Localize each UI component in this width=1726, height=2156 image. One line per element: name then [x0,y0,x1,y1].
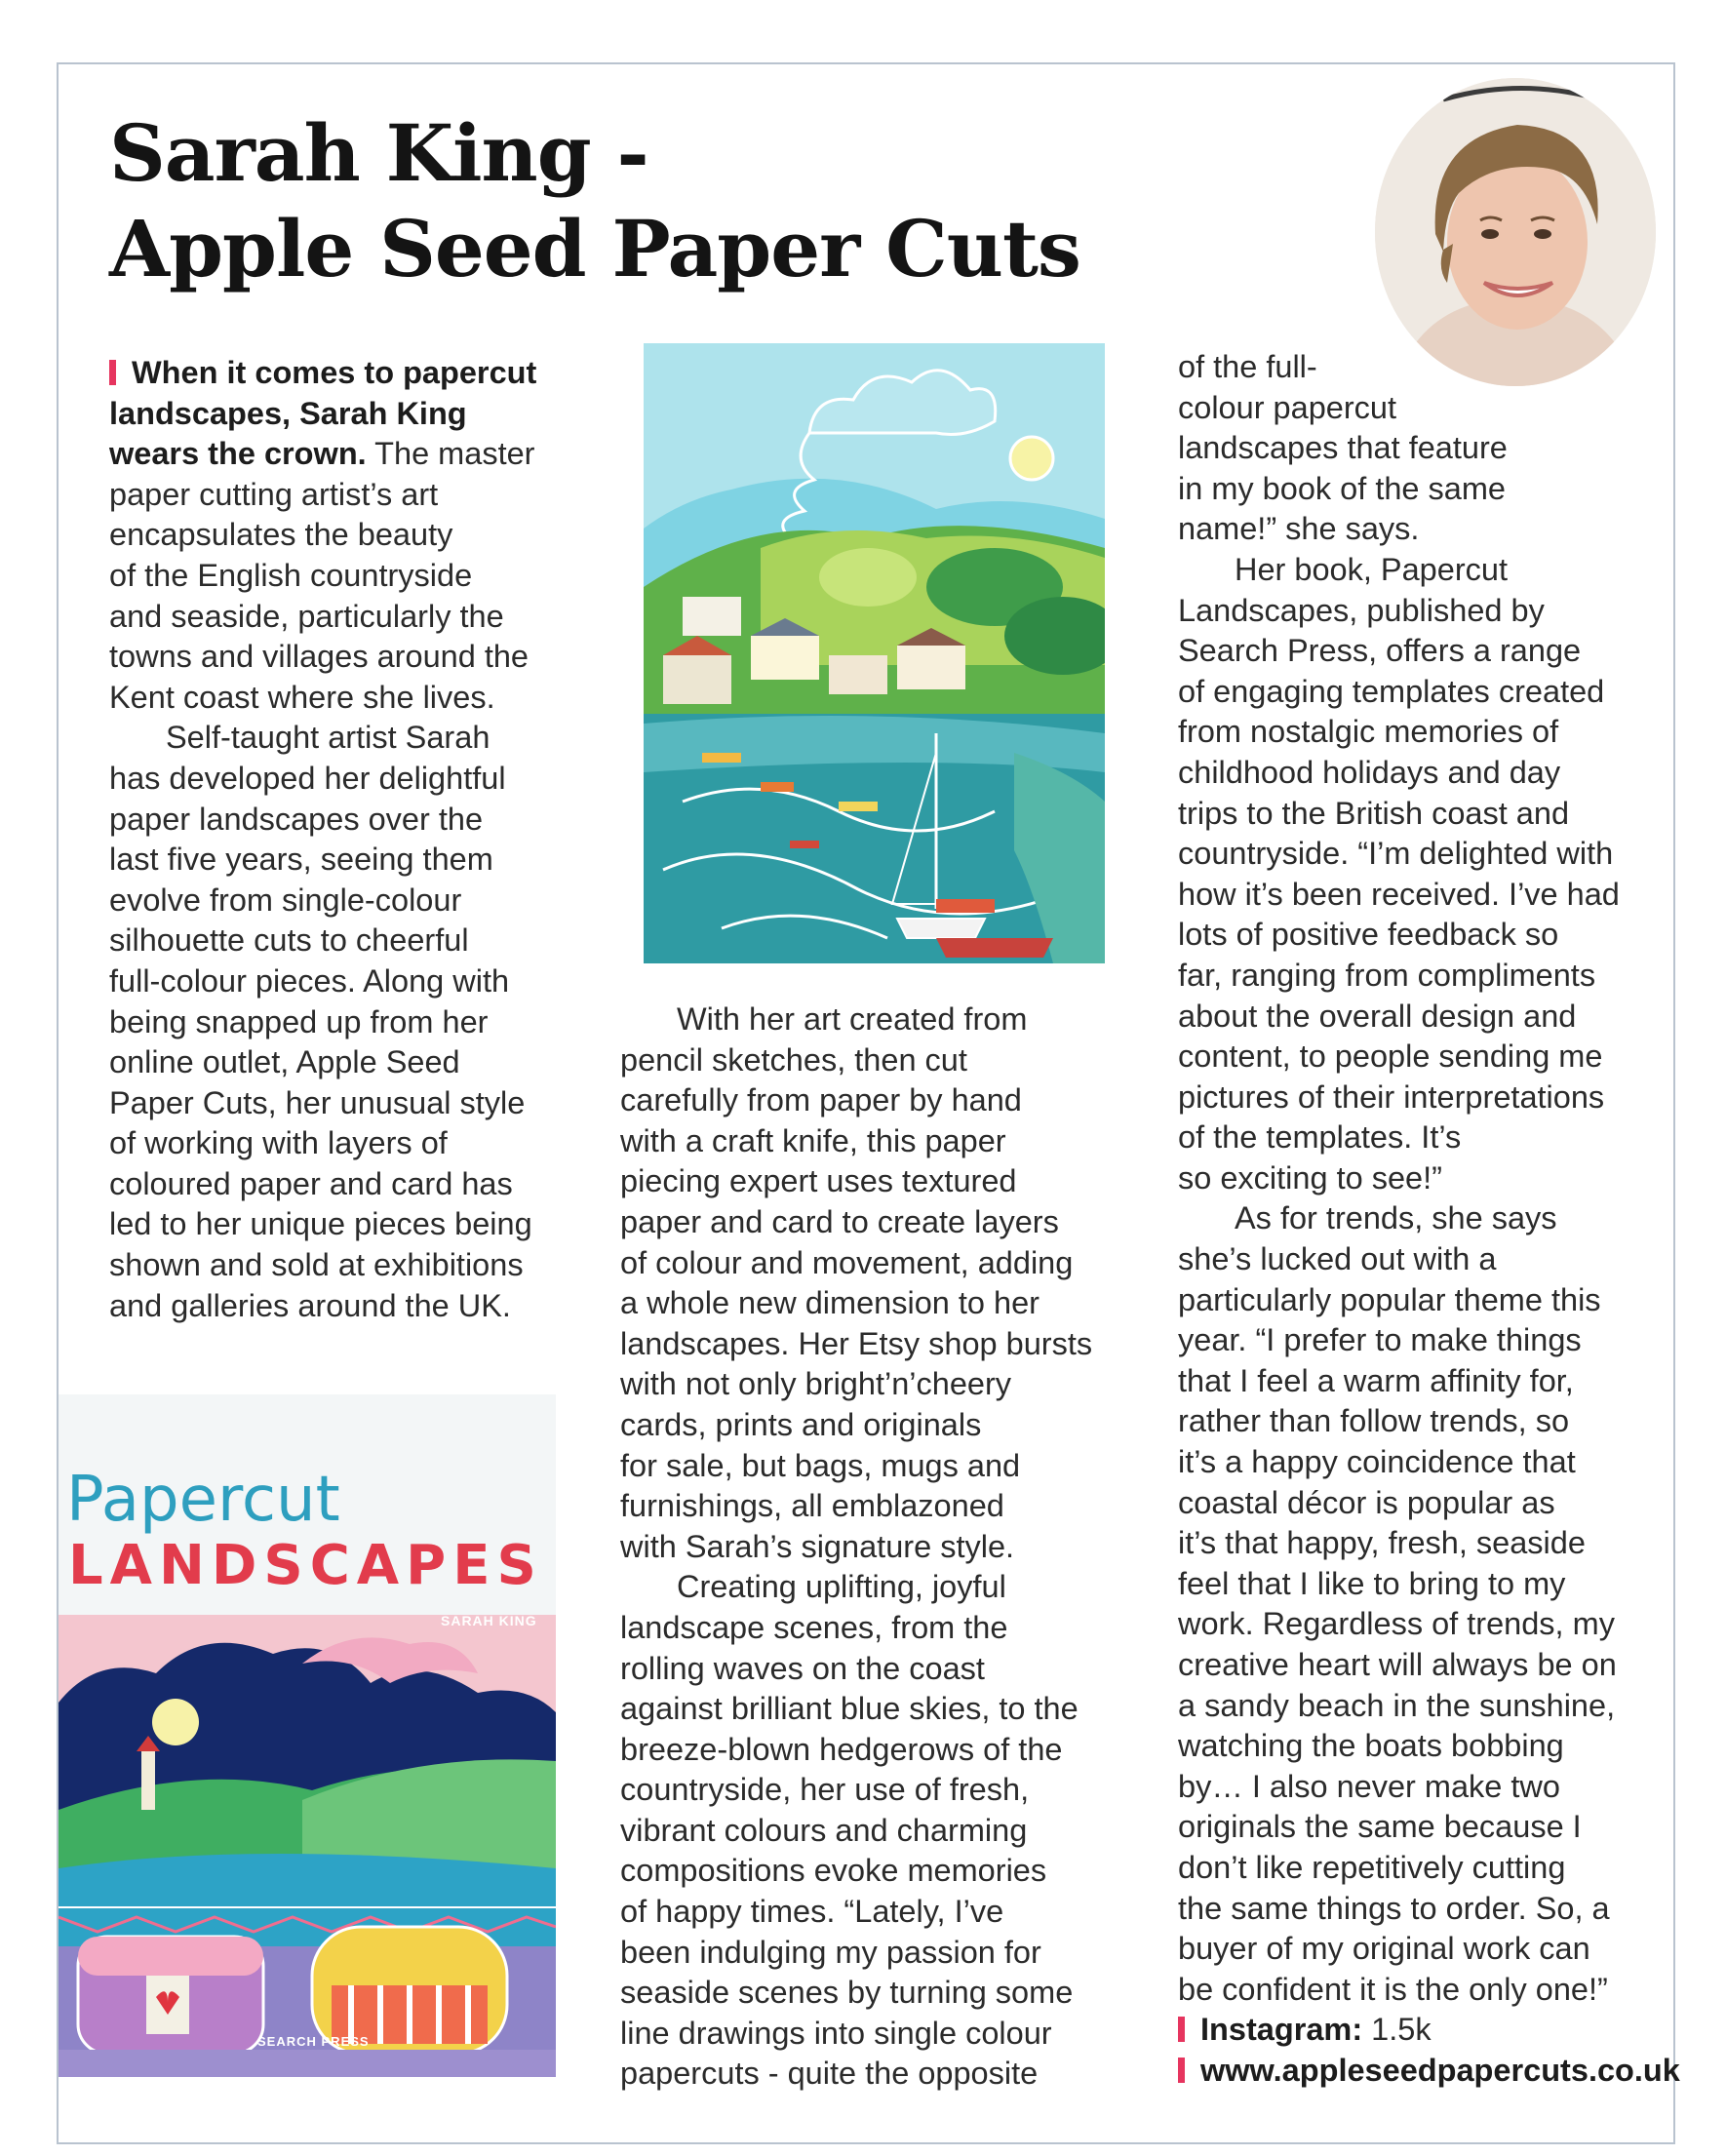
instagram-value: 1.5k [1362,2012,1432,2048]
title-line-2: Apple Seed Paper Cuts [109,203,1080,294]
paragraph: Her book, Papercut Landscapes, published by Search Press, offers a range of engaging templates created from nostalgic memories of childhood holidays and day trips to the British coast and countryside. “I’m delighted with how it’s been received. I’ve had lots of positive feedback so far, ranging from compliments about the overall design and content, to people sending me pictures of their interpretations of the templates. It’s so exciting to see!” [1178,551,1620,1196]
lede-text: When it comes to papercut landscapes, Sarah King wears the crown. [109,355,537,472]
paragraph: With her art created from pencil sketches, then cut carefully from paper by hand with a craft knife, this paper piecing expert uses textured paper and card to create layers of colour and movement, adding a whole new dimension to her landscapes. Her Etsy shop bursts with not only bright’n’cheery cards, prints and originals for sale, but bags, mugs and furnishings, all emblazoned with Sarah’s signature style. [620,1001,1093,1564]
paragraph: of the full- colour papercut landscapes that feature in my book of the same name!” she says. [1178,349,1508,547]
papercut-artwork [644,343,1105,963]
paragraph: As for trends, she says she’s lucked out with a particularly popular theme this year. “I prefer to make things that I feel a warm affinity for, rather than follow trends, so it’s a happy coincidence that coastal décor is popular as it’s that happy, fresh, seaside feel that I like to bring to my work. Regardless of trends, my creative heart will always be on a sandy beach in the sunshine, watching the boats bobbing by… I also never make two originals the same because I don’t like repetitively cutting the same things to order. So, a buyer of my original work can be confident it is the only one!” [1178,1200,1617,2007]
article-title [109,105,1080,296]
book-publisher: SEARCH PRESS [257,2034,370,2049]
instagram-line [1178,2010,1685,2051]
title-line-1: Sarah King - [109,107,648,199]
accent-bar [1178,2017,1185,2042]
accent-bar [1178,2058,1185,2083]
paragraph-text: The master paper cutting artist’s art encapsulates the beauty of the English countryside and seaside, particularly the towns and villages around the Kent coast where she lives. [109,436,535,715]
instagram-label: Instagram: [1200,2012,1363,2048]
paragraph: Creating uplifting, joyful landscape scenes, from the rolling waves on the coast against brilliant blue skies, to the breeze-blown hedgerows of the countryside, her use of fresh, vibrant colours and charming compositions evoke memories of happy times. “Lately, I’ve been indulging my passion for seaside scenes by turning some line drawings into single colour papercuts - quite the opposite [620,1569,1079,2092]
book-cover-art [59,1615,556,2077]
article-column-2 [620,1000,1147,2095]
article-column-3 [1178,347,1685,2092]
artist-portrait [1375,78,1656,386]
book-author: SARAH KING [441,1613,537,1628]
paragraph [109,353,597,718]
book-cover [59,1394,556,2077]
website-link[interactable]: www.appleseedpapercuts.co.uk [1200,2052,1680,2088]
book-title-papercut: Papercut [66,1464,340,1536]
paragraph: Self-taught artist Sarah has developed her delightful paper landscapes over the last five years, seeing them evolve from single-colour silhouette cuts to cheerful full-colour pieces. Along with being snapped up from her online outlet, Apple Seed Paper Cuts, her unusual style of working with layers of coloured paper and card has led to her unique pieces being shown and sold at exhibitions and galleries around the UK. [109,720,532,1323]
website-line [1178,2051,1685,2092]
book-title-landscapes: LANDSCAPES [68,1534,543,1597]
article-column-1 [109,353,597,1326]
